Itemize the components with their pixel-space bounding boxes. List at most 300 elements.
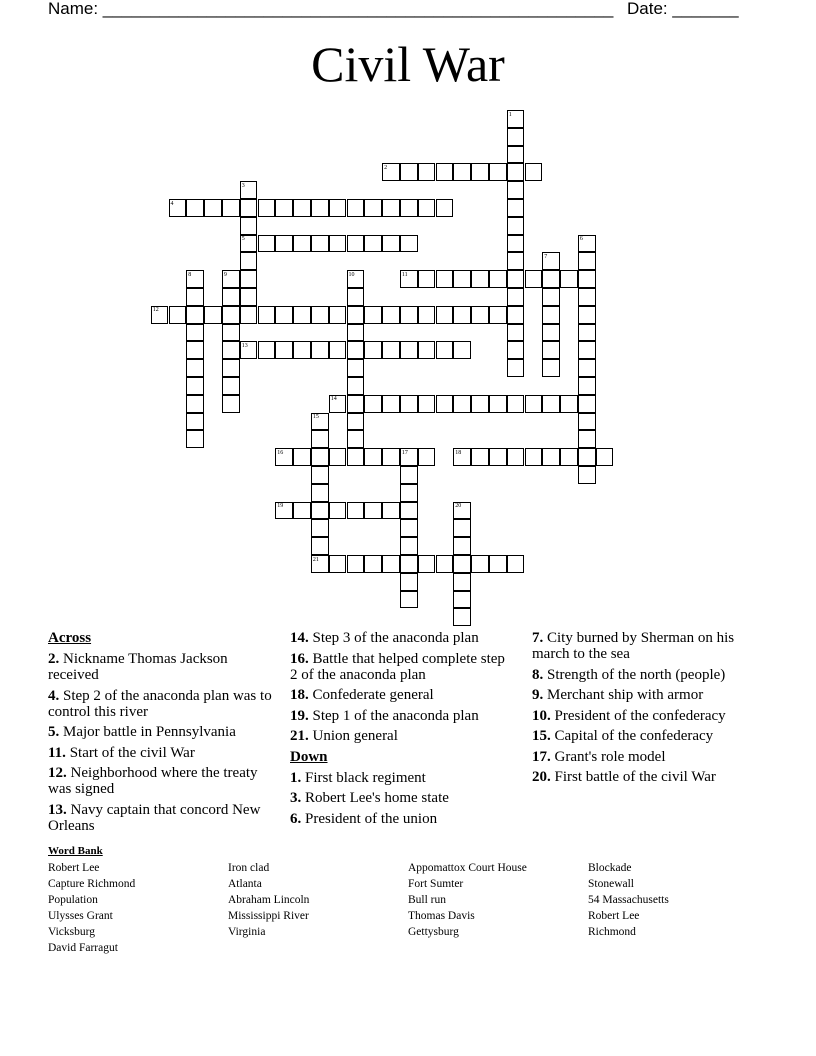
grid-cell[interactable]: [347, 359, 365, 377]
word-bank-item: David Farragut: [48, 942, 118, 954]
clue-number-label: 1: [508, 111, 512, 118]
grid-cell[interactable]: [542, 395, 560, 413]
grid-cell[interactable]: [186, 341, 204, 359]
grid-cell[interactable]: [471, 555, 489, 573]
clues-column-3: [532, 630, 757, 790]
grid-cell[interactable]: [418, 395, 436, 413]
clue-text: Union general: [308, 728, 398, 744]
clue-item: [48, 802, 278, 834]
grid-cell[interactable]: [507, 199, 525, 217]
grid-cell[interactable]: [418, 555, 436, 573]
grid-cell[interactable]: [382, 448, 400, 466]
clue-number-label: 17: [401, 449, 408, 456]
clue-number: 21.: [290, 728, 309, 744]
clue-number: 18.: [290, 687, 309, 703]
grid-cell[interactable]: [560, 395, 578, 413]
grid-cell[interactable]: [578, 324, 596, 342]
grid-cell[interactable]: [186, 359, 204, 377]
grid-cell[interactable]: [222, 288, 240, 306]
grid-cell[interactable]: [275, 341, 293, 359]
grid-cell[interactable]: [400, 466, 418, 484]
grid-cell[interactable]: [186, 199, 204, 217]
grid-cell[interactable]: [578, 448, 596, 466]
grid-cell[interactable]: [400, 519, 418, 537]
clue-number: 12.: [48, 765, 67, 781]
grid-cell[interactable]: [186, 377, 204, 395]
grid-cell[interactable]: [471, 448, 489, 466]
grid-cell[interactable]: [507, 306, 525, 324]
grid-cell[interactable]: [542, 448, 560, 466]
grid-cell[interactable]: [542, 306, 560, 324]
word-bank-title: Word Bank: [48, 845, 103, 857]
grid-cell[interactable]: [311, 235, 329, 253]
grid-cell[interactable]: [418, 270, 436, 288]
clues-column-1: [48, 630, 278, 838]
grid-cell[interactable]: [311, 484, 329, 502]
grid-cell[interactable]: [347, 235, 365, 253]
clue-text: President of the confederacy: [550, 707, 726, 724]
grid-cell[interactable]: [240, 252, 258, 270]
grid-cell[interactable]: [364, 199, 382, 217]
grid-cell[interactable]: [347, 377, 365, 395]
grid-cell[interactable]: [418, 163, 436, 181]
grid-cell[interactable]: [542, 341, 560, 359]
word-bank-item: Robert Lee: [48, 862, 100, 874]
grid-cell[interactable]: [507, 324, 525, 342]
grid-cell[interactable]: [364, 341, 382, 359]
clue-item: [48, 651, 278, 683]
grid-cell[interactable]: [400, 573, 418, 591]
grid-cell[interactable]: [400, 395, 418, 413]
clue-number-label: 11: [401, 271, 408, 278]
grid-cell[interactable]: [347, 288, 365, 306]
grid-cell[interactable]: [436, 395, 454, 413]
grid-cell[interactable]: [560, 270, 578, 288]
grid-cell[interactable]: [311, 519, 329, 537]
grid-cell[interactable]: [578, 466, 596, 484]
clue-number-label: 8: [188, 271, 192, 278]
grid-cell[interactable]: [347, 341, 365, 359]
grid-cell[interactable]: [222, 341, 240, 359]
clue-number: 8.: [532, 666, 544, 683]
grid-cell[interactable]: [436, 306, 454, 324]
word-bank-item: Stonewall: [588, 878, 634, 890]
grid-cell[interactable]: [311, 430, 329, 448]
clue-number-label: 10: [348, 271, 355, 278]
grid-cell[interactable]: [186, 430, 204, 448]
grid-cell[interactable]: [453, 537, 471, 555]
grid-cell[interactable]: [400, 306, 418, 324]
date-line: Date: _______: [627, 0, 739, 18]
clue-number: 3.: [290, 790, 302, 806]
grid-cell[interactable]: [240, 217, 258, 235]
grid-cell[interactable]: [507, 146, 525, 164]
grid-cell[interactable]: [347, 502, 365, 520]
grid-cell[interactable]: [525, 163, 543, 181]
grid-cell[interactable]: [382, 341, 400, 359]
grid-cell[interactable]: [489, 555, 507, 573]
clue-item: [532, 769, 757, 785]
clue-item: [532, 728, 757, 744]
clue-text: Neighborhood where the treaty was signed: [48, 765, 258, 797]
grid-cell[interactable]: [347, 306, 365, 324]
grid-cell[interactable]: [382, 395, 400, 413]
grid-cell[interactable]: [329, 306, 347, 324]
word-bank-item: Richmond: [588, 926, 636, 938]
grid-cell[interactable]: [400, 484, 418, 502]
grid-cell[interactable]: [507, 270, 525, 288]
clue-number: 20.: [532, 769, 551, 785]
clue-text: First battle of the civil War: [550, 769, 716, 785]
grid-cell[interactable]: [489, 163, 507, 181]
clue-text: City burned by Sherman on his march to the sea: [532, 630, 735, 662]
grid-cell[interactable]: [507, 181, 525, 199]
clue-number-label: 15: [312, 414, 319, 421]
grid-cell[interactable]: [578, 270, 596, 288]
grid-cell[interactable]: [293, 306, 311, 324]
grid-cell[interactable]: [453, 306, 471, 324]
word-bank-item: Mississippi River: [228, 910, 309, 922]
grid-cell[interactable]: [507, 359, 525, 377]
word-bank-item: 54 Massachusetts: [588, 894, 669, 906]
grid-cell[interactable]: [347, 324, 365, 342]
grid-cell[interactable]: [240, 288, 258, 306]
grid-cell[interactable]: [275, 199, 293, 217]
grid-cell[interactable]: [507, 217, 525, 235]
grid-cell[interactable]: [507, 395, 525, 413]
grid-cell[interactable]: [578, 252, 596, 270]
grid-cell[interactable]: [453, 519, 471, 537]
grid-cell[interactable]: [507, 341, 525, 359]
grid-cell[interactable]: [186, 306, 204, 324]
clue-number-label: 12: [152, 307, 159, 314]
grid-cell[interactable]: [400, 341, 418, 359]
grid-cell[interactable]: [400, 502, 418, 520]
clue-item: [48, 745, 278, 761]
grid-cell[interactable]: [400, 235, 418, 253]
clue-number-label: 5: [241, 236, 245, 243]
grid-cell[interactable]: [204, 306, 222, 324]
grid-cell[interactable]: [453, 555, 471, 573]
clue-number-label: 18: [455, 449, 462, 456]
grid-cell[interactable]: [275, 235, 293, 253]
grid-cell[interactable]: [347, 413, 365, 431]
grid-cell[interactable]: [489, 306, 507, 324]
clue-item: [48, 688, 278, 720]
clue-number: 9.: [532, 687, 544, 703]
grid-cell[interactable]: [436, 199, 454, 217]
grid-cell[interactable]: [311, 448, 329, 466]
clue-number-label: 14: [330, 396, 337, 403]
grid-cell[interactable]: [453, 591, 471, 609]
word-bank-column-4: [588, 860, 669, 940]
grid-cell[interactable]: [204, 199, 222, 217]
grid-cell[interactable]: [507, 555, 525, 573]
grid-cell[interactable]: [453, 270, 471, 288]
grid-cell[interactable]: [186, 288, 204, 306]
grid-cell[interactable]: [293, 448, 311, 466]
grid-cell[interactable]: [471, 306, 489, 324]
grid-cell[interactable]: [240, 270, 258, 288]
grid-cell[interactable]: [347, 448, 365, 466]
grid-cell[interactable]: [507, 128, 525, 146]
clue-item: [290, 687, 515, 703]
grid-cell[interactable]: [364, 395, 382, 413]
clue-number-label: 7: [544, 253, 548, 260]
word-bank-item: Bull run: [408, 894, 447, 906]
clue-number: 6.: [290, 810, 302, 827]
grid-cell[interactable]: [578, 430, 596, 448]
clue-text: Major battle in Pennsylvania: [59, 724, 236, 740]
grid-cell[interactable]: [293, 235, 311, 253]
word-bank-column-1: [48, 860, 135, 956]
grid-cell[interactable]: [364, 235, 382, 253]
clue-number-label: 6: [579, 236, 583, 243]
grid-cell[interactable]: [382, 502, 400, 520]
clue-item: [48, 724, 278, 740]
clue-item: [290, 728, 515, 744]
grid-cell[interactable]: [542, 359, 560, 377]
word-bank-item: Population: [48, 894, 98, 906]
grid-cell[interactable]: [400, 537, 418, 555]
grid-cell[interactable]: [578, 288, 596, 306]
clue-number: 15.: [532, 728, 551, 744]
grid-cell[interactable]: [507, 288, 525, 306]
clue-text: Start of the civil War: [65, 744, 195, 761]
grid-cell[interactable]: [560, 448, 578, 466]
clue-item: [290, 790, 515, 806]
grid-cell[interactable]: [525, 270, 543, 288]
clue-number: 17.: [532, 748, 551, 765]
grid-cell[interactable]: [258, 199, 276, 217]
clue-item: [290, 708, 515, 724]
clue-number: 10.: [532, 707, 551, 724]
grid-cell[interactable]: [311, 466, 329, 484]
grid-cell[interactable]: [329, 235, 347, 253]
clue-number-label: 4: [170, 200, 174, 207]
grid-cell[interactable]: [596, 448, 614, 466]
grid-cell[interactable]: [507, 448, 525, 466]
grid-cell[interactable]: [453, 395, 471, 413]
word-bank-item: Ulysses Grant: [48, 910, 113, 922]
clue-text: First black regiment: [301, 769, 426, 786]
clue-text: Step 3 of the anaconda plan: [308, 630, 479, 646]
grid-cell[interactable]: [347, 199, 365, 217]
grid-cell[interactable]: [222, 324, 240, 342]
word-bank-column-3: [408, 860, 527, 940]
clue-number-label: 9: [223, 271, 227, 278]
clue-item: [290, 630, 515, 646]
grid-cell[interactable]: [364, 448, 382, 466]
grid-cell[interactable]: [436, 270, 454, 288]
grid-cell[interactable]: [382, 555, 400, 573]
clue-number-label: 13: [241, 342, 248, 349]
grid-cell[interactable]: [418, 341, 436, 359]
word-bank-item: Iron clad: [228, 862, 270, 874]
grid-cell[interactable]: [382, 199, 400, 217]
grid-cell[interactable]: [400, 591, 418, 609]
word-bank-item: Virginia: [228, 926, 266, 938]
clue-number: 5.: [48, 724, 60, 740]
grid-cell[interactable]: [311, 199, 329, 217]
clue-item: [532, 687, 757, 703]
grid-cell[interactable]: [489, 395, 507, 413]
down-heading: Down: [290, 748, 328, 765]
grid-cell[interactable]: [222, 395, 240, 413]
grid-cell[interactable]: [507, 235, 525, 253]
grid-cell[interactable]: [578, 413, 596, 431]
grid-cell[interactable]: [347, 430, 365, 448]
clue-number-label: 2: [384, 164, 388, 171]
name-line: Name: ______________________________________________________: [48, 0, 614, 18]
word-bank-item: Appomattox Court House: [408, 862, 527, 874]
clue-item: [532, 708, 757, 724]
grid-cell[interactable]: [258, 306, 276, 324]
grid-cell[interactable]: [329, 341, 347, 359]
word-bank-item: Thomas Davis: [408, 910, 475, 922]
grid-cell[interactable]: [240, 199, 258, 217]
word-bank-item: Gettysburg: [408, 926, 459, 938]
grid-cell[interactable]: [542, 324, 560, 342]
grid-cell[interactable]: [222, 306, 240, 324]
clue-item: [290, 770, 515, 786]
grid-cell[interactable]: [258, 341, 276, 359]
clue-number: 4.: [48, 687, 60, 704]
grid-cell[interactable]: [311, 306, 329, 324]
grid-cell[interactable]: [542, 288, 560, 306]
clue-item: [48, 765, 278, 797]
grid-cell[interactable]: [311, 341, 329, 359]
grid-cell[interactable]: [489, 448, 507, 466]
grid-cell[interactable]: [311, 502, 329, 520]
page-title: Civil War: [311, 36, 505, 92]
grid-cell[interactable]: [400, 199, 418, 217]
word-bank-item: Fort Sumter: [408, 878, 464, 890]
grid-cell[interactable]: [275, 306, 293, 324]
clue-number-label: 21: [312, 556, 319, 563]
grid-cell[interactable]: [329, 199, 347, 217]
clue-text: Confederate general: [308, 687, 434, 703]
grid-cell[interactable]: [364, 306, 382, 324]
clue-number-label: 16: [277, 449, 284, 456]
across-heading: Across: [48, 630, 92, 646]
grid-cell[interactable]: [293, 199, 311, 217]
clue-number: 11.: [48, 744, 66, 761]
clue-text: Navy captain that concord New Orleans: [48, 801, 261, 834]
grid-cell[interactable]: [578, 306, 596, 324]
clue-item: [532, 630, 757, 662]
grid-cell[interactable]: [436, 341, 454, 359]
grid-cell[interactable]: [293, 502, 311, 520]
grid-cell[interactable]: [222, 359, 240, 377]
word-bank-item: Vicksburg: [48, 926, 96, 938]
grid-cell[interactable]: [364, 502, 382, 520]
grid-cell[interactable]: [329, 555, 347, 573]
grid-cell[interactable]: [418, 306, 436, 324]
grid-cell[interactable]: [186, 413, 204, 431]
grid-cell[interactable]: [258, 235, 276, 253]
grid-cell[interactable]: [578, 341, 596, 359]
grid-cell[interactable]: [489, 270, 507, 288]
clue-number: 2.: [48, 651, 60, 667]
clue-number: 19.: [290, 707, 309, 724]
grid-cell[interactable]: [329, 448, 347, 466]
word-bank-item: Atlanta: [228, 878, 262, 890]
clue-text: Step 1 of the anaconda plan: [308, 707, 479, 724]
grid-cell[interactable]: [453, 341, 471, 359]
clue-number: 16.: [290, 650, 309, 667]
grid-cell[interactable]: [347, 395, 365, 413]
grid-cell[interactable]: [542, 270, 560, 288]
grid-cell[interactable]: [400, 163, 418, 181]
grid-cell[interactable]: [400, 555, 418, 573]
grid-cell[interactable]: [418, 199, 436, 217]
word-bank-column-2: [228, 860, 309, 940]
grid-cell[interactable]: [453, 573, 471, 591]
grid-cell[interactable]: [471, 270, 489, 288]
clue-text: Capital of the confederacy: [550, 728, 714, 744]
clues-column-2: [290, 630, 515, 831]
grid-cell[interactable]: [471, 163, 489, 181]
grid-cell[interactable]: [578, 377, 596, 395]
grid-cell[interactable]: [578, 359, 596, 377]
grid-cell[interactable]: [311, 537, 329, 555]
clue-text: Nickname Thomas Jackson received: [48, 651, 228, 683]
clue-number: 1.: [290, 769, 302, 786]
grid-cell[interactable]: [222, 199, 240, 217]
grid-cell[interactable]: [186, 324, 204, 342]
grid-cell[interactable]: [578, 395, 596, 413]
grid-cell[interactable]: [293, 341, 311, 359]
grid-cell[interactable]: [329, 502, 347, 520]
clue-text: Battle that helped complete step 2 of the anaconda plan: [290, 650, 505, 683]
clue-number: 13.: [48, 801, 67, 818]
clue-item: [290, 651, 515, 683]
grid-cell[interactable]: [382, 306, 400, 324]
grid-cell[interactable]: [347, 555, 365, 573]
clue-text: President of the union: [301, 810, 438, 827]
clue-item: [532, 667, 757, 683]
clue-number-label: 20: [455, 503, 462, 510]
grid-cell[interactable]: [418, 448, 436, 466]
grid-cell[interactable]: [364, 555, 382, 573]
clue-number-label: 19: [277, 503, 284, 510]
clue-text: Merchant ship with armor: [543, 687, 704, 703]
grid-cell[interactable]: [169, 306, 187, 324]
word-bank-item: Robert Lee: [588, 910, 640, 922]
clue-text: Robert Lee's home state: [301, 790, 449, 806]
grid-cell[interactable]: [453, 608, 471, 626]
grid-cell[interactable]: [436, 163, 454, 181]
grid-cell[interactable]: [471, 395, 489, 413]
clue-text: Grant's role model: [550, 748, 666, 765]
grid-cell[interactable]: [525, 448, 543, 466]
clue-number: 7.: [532, 630, 544, 646]
grid-cell[interactable]: [507, 252, 525, 270]
grid-cell[interactable]: [436, 555, 454, 573]
grid-cell[interactable]: [222, 377, 240, 395]
clue-number-label: 3: [241, 182, 245, 189]
word-bank-item: Abraham Lincoln: [228, 894, 310, 906]
clue-number: 14.: [290, 630, 309, 646]
grid-cell[interactable]: [382, 235, 400, 253]
grid-cell[interactable]: [453, 163, 471, 181]
grid-cell[interactable]: [525, 395, 543, 413]
grid-cell[interactable]: [186, 395, 204, 413]
grid-cell[interactable]: [240, 306, 258, 324]
grid-cell[interactable]: [507, 163, 525, 181]
clue-item: [532, 749, 757, 765]
